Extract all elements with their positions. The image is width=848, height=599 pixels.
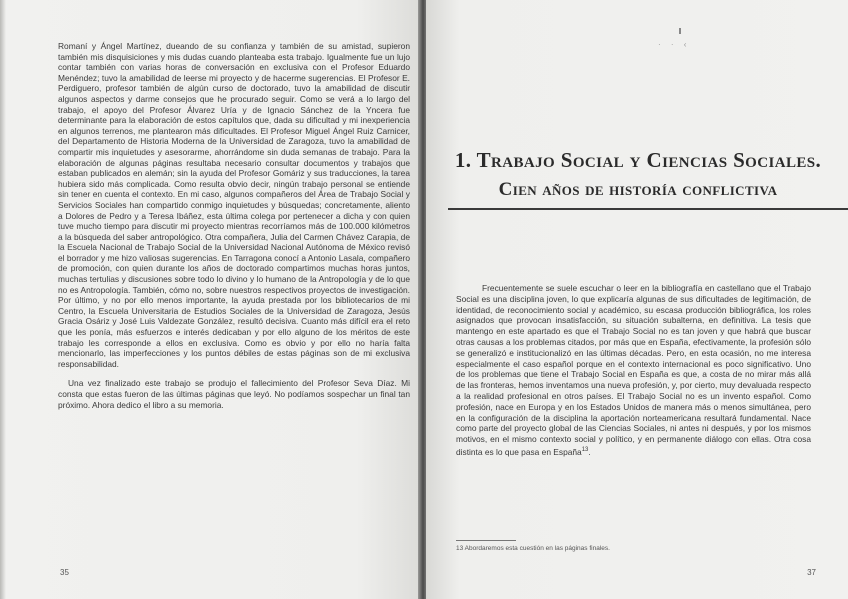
right-paragraph: Frecuentemente se suele escuchar o leer en la bibliografía en castellano que el Trabajo Social es una disciplina joven, lo que explicaría algunas de sus dificultades de legitimación, de identidad, de reconocimiento social y académico, su escasa producción bibliográfica, los roles asignados que provocan insatisfacción, su situación subalterna, en definitiva. La tesis que mantengo en este apartado es que el Trabajo Social no es tan joven y que habrá que buscar otras causas a los problemas citados, por más que en España, efectivamente, la profesión sólo se generalizó e institucionalizó en las últimas décadas. Pero, en esta ocasión, no me interesa especialmente el caso español porque en el contexto internacional es poco significativo. Uno de los problemas que tiene el Trabajo Social en España es que, a costa de no mirar más allá de las fronteras, hemos inventamos una nueva profesión, y, por cierto, muy devaluada respecto a la realidad profesional en otros países. El Trabajo Social no es un invento español. Como profesión, nace en Europa y en los Estados Unidos de manera más o menos simultánea, pero en la configuración de la disciplina la aportación norteamericana resultará fundamental. Nace como parte del proyecto global de las Ciencias Sociales, ni antes ni después, y por los mismos motivos, en el mismo contexto social y político, y en permanente diálogo con ellas. Otra cosa distinta es lo que pasa en España <box>456 283 811 457</box>
left-page-body <box>58 41 410 410</box>
stray-marks: · · ‹ <box>658 40 691 49</box>
right-page-body: Frecuentemente se suele escuchar o leer en la bibliografía en castellano que el Trabajo Social es una disciplina joven, lo que explicaría algunas de sus dificultades de legitimación, de identidad, de reconocimiento social y académico, su escasa producción bibliográfica, los roles asignados que provocan insatisfacción, su situación subalterna, en definitiva. La tesis que mantengo en este apartado es que el Trabajo Social no es tan joven y que habrá que buscar otras causas a los problemas citados, por más que en España, efectivamente, la profesión sólo se generalizó e institucionalizó en las últimas décadas. Pero, en esta ocasión, no me interesa especialmente el caso español porque en el contexto internacional es poco significativo. Uno de los problemas que tiene el Trabajo Social en España es que, a costa de no mirar más allá de las fronteras, hemos inventamos una nueva profesión, y, por cierto, muy devaluada respecto a la realidad profesional en otros países. El Trabajo Social no es un invento español. Como profesión, nace en Europa y en los Estados Unidos de manera más o menos simultánea, pero en la configuración de la disciplina la aportación norteamericana resultará fundamental. Nace como parte del proyecto global de las Ciencias Sociales, ni antes ni después, y por los mismos motivos, en el mismo contexto social y político, y en permanente diálogo con ellas. Otra cosa distinta es lo que pasa en España$^{13}$. <box>456 283 811 457</box>
footnote-reference: 13 <box>581 446 589 453</box>
chapter-rule <box>448 208 848 210</box>
chapter-title-line-2: Cien años de historía conflictiva <box>498 179 778 200</box>
page-number-left: 35 <box>60 568 69 577</box>
page-edge-shadow <box>0 0 6 599</box>
footnote-rule <box>456 540 516 541</box>
scan-mark <box>679 28 681 34</box>
left-page <box>0 0 420 599</box>
chapter-title-line-1: 1. Trabajo Social y Ciencias Sociales. <box>454 148 822 172</box>
left-paragraph-1: Romaní y Ángel Martínez, dueando de su confianza y también de su amistad, supieron también mis disquisiciones y mis dudas cuando planteaba esta trabajo. Igualmente fue un lujo contar también con varias horas de conversación en exclusiva con el Profesor Eduardo Menéndez; tuvo la amabilidad de leerse mi proyecto y de hacerme sugerencias. El Profesor E. Perdiguero, profesor también de algún curso de doctorado, tuvo la amabilidad de discutir algunos aspectos y darme consejos que he procurado seguir. Como se verá a lo largo del trabajo, el apoyo del Profesor Álvarez Uría y de Ignacio Sánchez de la Yncera fue determinante para la elaboración de estos capítulos que, dada su dificultad y mi inexperiencia en algunos terrenos, me plantearon más dificultades. El Profesor Miguel Ángel Ruiz Carnicer, del Departamento de Historia Moderna de la Universidad de Zaragoza, tuvo la amabilidad de compartir mis inquietudes y asesorarme, ahorrándome sin duda semanas de trabajo. Para la elaboración de algunas páginas resultaba necesario consultar documentos y trabajos que estaban publicados en alemán; sin la ayuda del Profesor Gomáriz y sus traducciones, la tarea hubiera sido más complicada. Como resulta obvio decir, ningún trabajo personal se entiende sin tener en cuenta el contexto. En mi caso, algunos compañeros del Área de Trabajo Social y Servicios Sociales han compartido conmigo inquietudes y búsquedas; concretamente, aliento a Dolores de Pedro y a Teresa Ibáñez, esta última colega por pertenecer a dicha y con quien tuve mucho tiempo para discutir mi proyecto mientras recorríamos más de 100.000 kilómetros a la búsqueda del saber antropológico. Otra compañera, Julia del Carmen Chávez Carapia, de la Escuela Nacional de Trabajo Social de la Universidad Nacional Autónoma de México revisó el borrador y me hizo valiosas sugerencias. En Tarragona conocí a Antonio Lasala, compañero de promoción, con quien durante los años de doctorado compartimos muchas horas juntos, muchas tertulias y discusiones sobre todo lo divino y lo humano de la Antropología y de lo que no es Antropología. También, cómo no, sobre nuestros respectivos proyectos de investigación. Por último, y no por ello menos importante, la ayuda prestada por los bibliotecarios de mi Centro, la Escuela Universitaria de Estudios Sociales de la Universidad de Zaragoza, Jesús Gracia Osáriz y José Luis Valdezate González, resultó decisiva. Cuanto más difícil era el reto que les ponía, más esfuerzos e interés dedicaban y por ello alguno de los méritos de este trabajo les corresponde a ellos en exclusiva. Como es obvio y por ello no haría falta mencionarlo, las imperfecciones y los puntos débiles de estas páginas son de mi exclusiva responsabilidad. <box>58 41 410 369</box>
page-number-right: 37 <box>807 568 816 577</box>
right-page <box>426 0 848 599</box>
footnote: 13 Abordaremos esta cuestión en las páginas finales. <box>456 545 610 552</box>
chapter-title <box>448 146 828 204</box>
left-paragraph-2: Una vez finalizado este trabajo se produjo el fallecimiento del Profesor Seva Díaz. Mi consta que estas fueron de las últimas páginas que leyó. No podíamos sospechar un final tan próximo. Ahora dedico el libro a su memoria. <box>58 378 410 410</box>
